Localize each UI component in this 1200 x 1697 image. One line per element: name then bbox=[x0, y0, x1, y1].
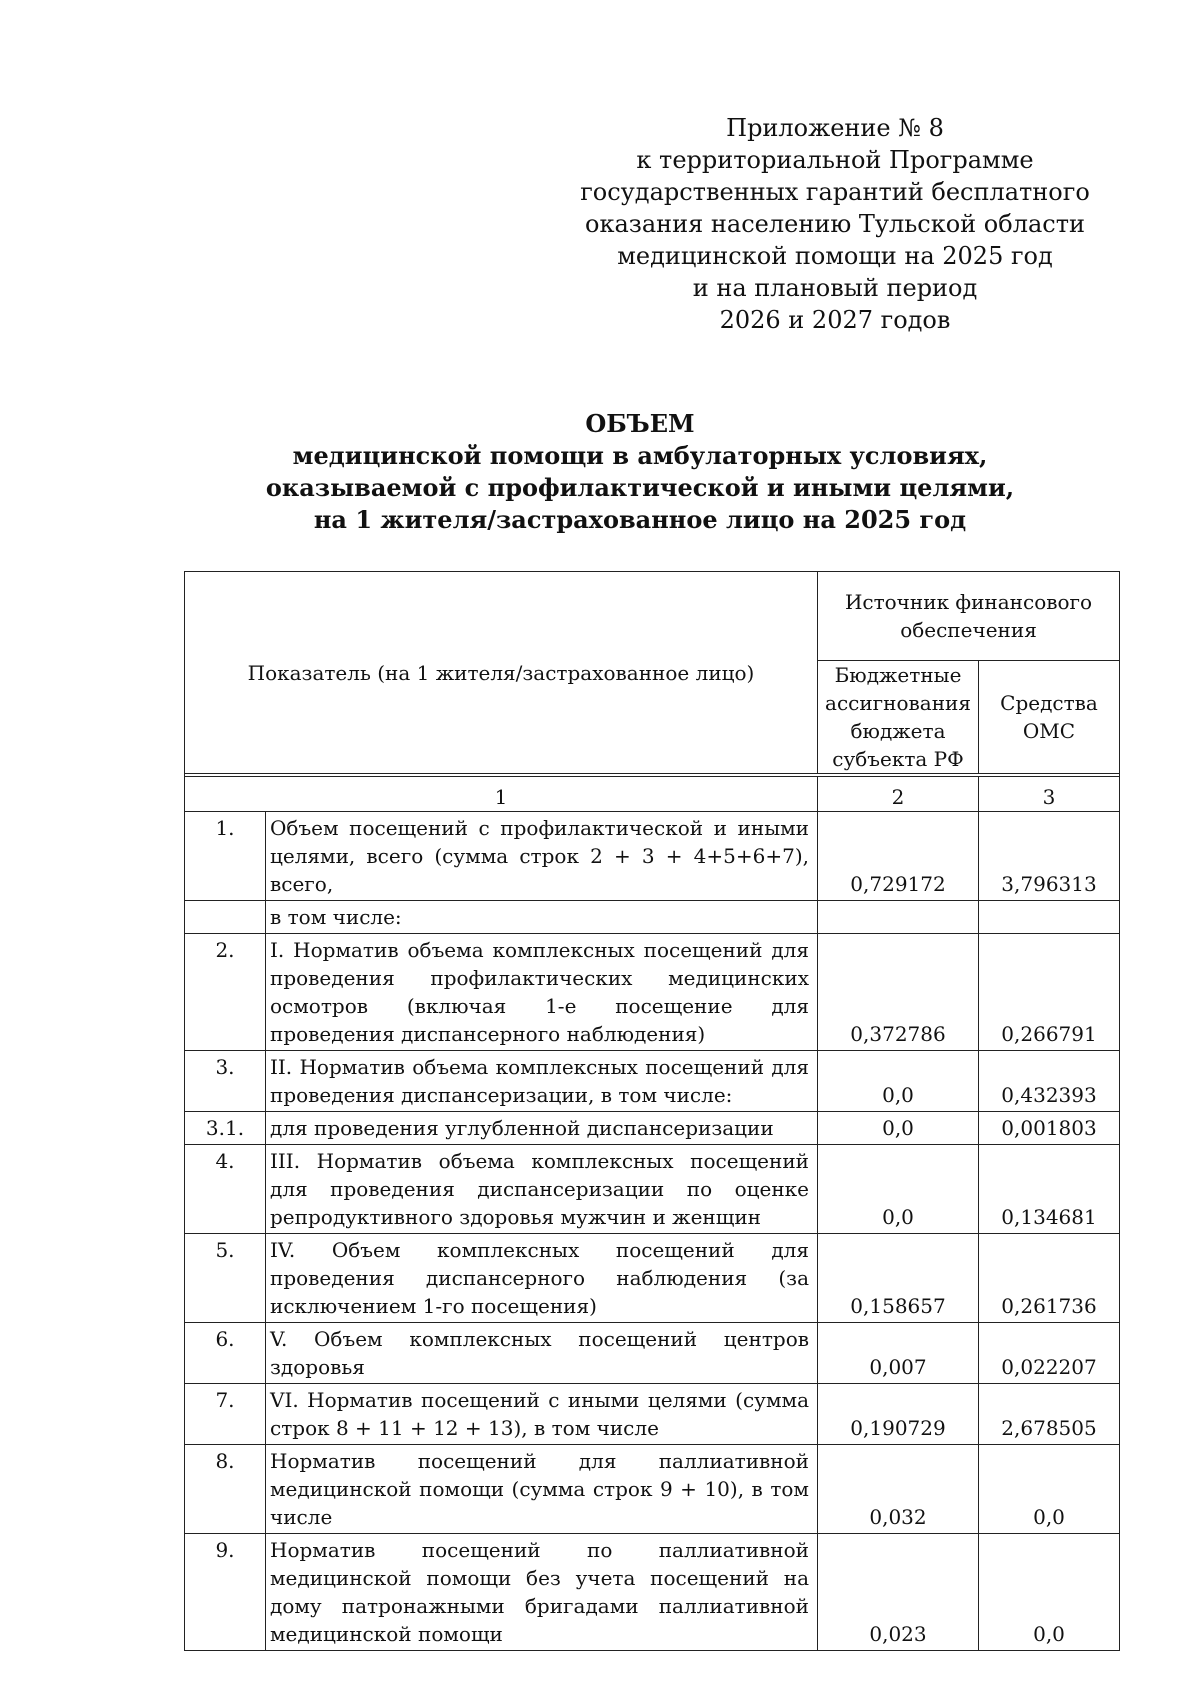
title-line: медицинской помощи в амбулаторных условиях, bbox=[292, 441, 988, 470]
row-number: 5. bbox=[185, 1234, 266, 1323]
table-row bbox=[185, 1323, 1120, 1384]
row-budget-value: 0,0 bbox=[818, 1145, 979, 1234]
title-line: ОБЪЕМ bbox=[585, 409, 695, 438]
row-number: 8. bbox=[185, 1445, 266, 1534]
row-budget-value: 0,023 bbox=[818, 1534, 979, 1651]
row-text: Объем посещений с профилактической и иными целями, всего (сумма строк 2 + 3 + 4+5+6+7), всего, bbox=[266, 812, 818, 901]
appendix-line: 2026 и 2027 годов bbox=[719, 306, 951, 334]
table-row bbox=[185, 1145, 1120, 1234]
appendix-line: государственных гарантий бесплатного bbox=[580, 178, 1090, 206]
row-number: 3.1. bbox=[185, 1112, 266, 1145]
table-row bbox=[185, 901, 1120, 934]
row-oms-value: 3,796313 bbox=[979, 812, 1120, 901]
row-oms-value: 0,022207 bbox=[979, 1323, 1120, 1384]
row-oms-value: 0,0 bbox=[979, 1534, 1120, 1651]
row-text: V. Объем комплексных посещений центров здоровья bbox=[266, 1323, 818, 1384]
row-number: 4. bbox=[185, 1145, 266, 1234]
row-oms-value: 0,432393 bbox=[979, 1051, 1120, 1112]
appendix-line: оказания населению Тульской области bbox=[585, 210, 1085, 238]
row-budget-value: 0,007 bbox=[818, 1323, 979, 1384]
row-number bbox=[185, 901, 266, 934]
row-text: III. Норматив объема комплексных посещений для проведения диспансеризации по оценке репродуктивного здоровья мужчин и женщин bbox=[266, 1145, 818, 1234]
header-source: Источник финансового обеспечения bbox=[818, 572, 1120, 661]
row-budget-value: 0,032 bbox=[818, 1445, 979, 1534]
table-row bbox=[185, 1112, 1120, 1145]
row-oms-value: 0,266791 bbox=[979, 934, 1120, 1051]
row-budget-value bbox=[818, 901, 979, 934]
row-budget-value: 0,190729 bbox=[818, 1384, 979, 1445]
appendix-line: к территориальной Программе bbox=[636, 146, 1034, 174]
row-text: VI. Норматив посещений с иными целями (сумма строк 8 + 11 + 12 + 13), в том числе bbox=[266, 1384, 818, 1445]
document-title bbox=[170, 408, 1110, 536]
header-budget: Бюджетные ассигнования бюджета субъекта РФ bbox=[818, 661, 979, 774]
header-oms: Средства ОМС bbox=[979, 661, 1120, 774]
row-text: для проведения углубленной диспансеризации bbox=[266, 1112, 818, 1145]
row-budget-value: 0,729172 bbox=[818, 812, 979, 901]
row-number: 3. bbox=[185, 1051, 266, 1112]
row-text: I. Норматив объема комплексных посещений для проведения профилактических медицинских осмотров (включая 1-е посещение для проведения диспансерного наблюдения) bbox=[266, 934, 818, 1051]
table-row bbox=[185, 1445, 1120, 1534]
table-row bbox=[185, 1051, 1120, 1112]
row-oms-value: 0,134681 bbox=[979, 1145, 1120, 1234]
row-text: IV. Объем комплексных посещений для проведения диспансерного наблюдения (за исключением 1-го посещения) bbox=[266, 1234, 818, 1323]
table-row bbox=[185, 1534, 1120, 1651]
row-number: 9. bbox=[185, 1534, 266, 1651]
row-text: в том числе: bbox=[266, 901, 818, 934]
appendix-line: Приложение № 8 bbox=[726, 114, 944, 142]
row-oms-value: 0,001803 bbox=[979, 1112, 1120, 1145]
row-budget-value: 0,372786 bbox=[818, 934, 979, 1051]
row-oms-value: 2,678505 bbox=[979, 1384, 1120, 1445]
row-text: Норматив посещений для паллиативной медицинской помощи (сумма строк 9 + 10), в том числе bbox=[266, 1445, 818, 1534]
row-budget-value: 0,158657 bbox=[818, 1234, 979, 1323]
row-oms-value: 0,0 bbox=[979, 1445, 1120, 1534]
row-budget-value: 0,0 bbox=[818, 1112, 979, 1145]
table-row bbox=[185, 934, 1120, 1051]
row-number: 7. bbox=[185, 1384, 266, 1445]
title-line: оказываемой с профилактической и иными целями, bbox=[265, 473, 1015, 502]
row-oms-value bbox=[979, 901, 1120, 934]
table-row bbox=[185, 812, 1120, 901]
column-number-3: 3 bbox=[979, 777, 1120, 812]
row-text: II. Норматив объема комплексных посещений для проведения диспансеризации, в том числе: bbox=[266, 1051, 818, 1112]
title-line: на 1 жителя/застрахованное лицо на 2025 год bbox=[313, 505, 967, 534]
row-budget-value: 0,0 bbox=[818, 1051, 979, 1112]
appendix-line: и на плановый период bbox=[692, 274, 978, 302]
table-row bbox=[185, 1234, 1120, 1323]
column-number-1: 1 bbox=[185, 777, 818, 812]
table-row bbox=[185, 1384, 1120, 1445]
row-oms-value: 0,261736 bbox=[979, 1234, 1120, 1323]
header-indicator: Показатель (на 1 жителя/застрахованное лицо) bbox=[185, 572, 818, 774]
appendix-line: медицинской помощи на 2025 год bbox=[617, 242, 1053, 270]
row-number: 6. bbox=[185, 1323, 266, 1384]
row-text: Норматив посещений по паллиативной медицинской помощи без учета посещений на дому патронажными бригадами паллиативной медицинской помощи bbox=[266, 1534, 818, 1651]
column-number-2: 2 bbox=[818, 777, 979, 812]
appendix-header bbox=[575, 112, 1095, 336]
volume-table bbox=[184, 571, 1120, 1651]
row-number: 2. bbox=[185, 934, 266, 1051]
row-number: 1. bbox=[185, 812, 266, 901]
